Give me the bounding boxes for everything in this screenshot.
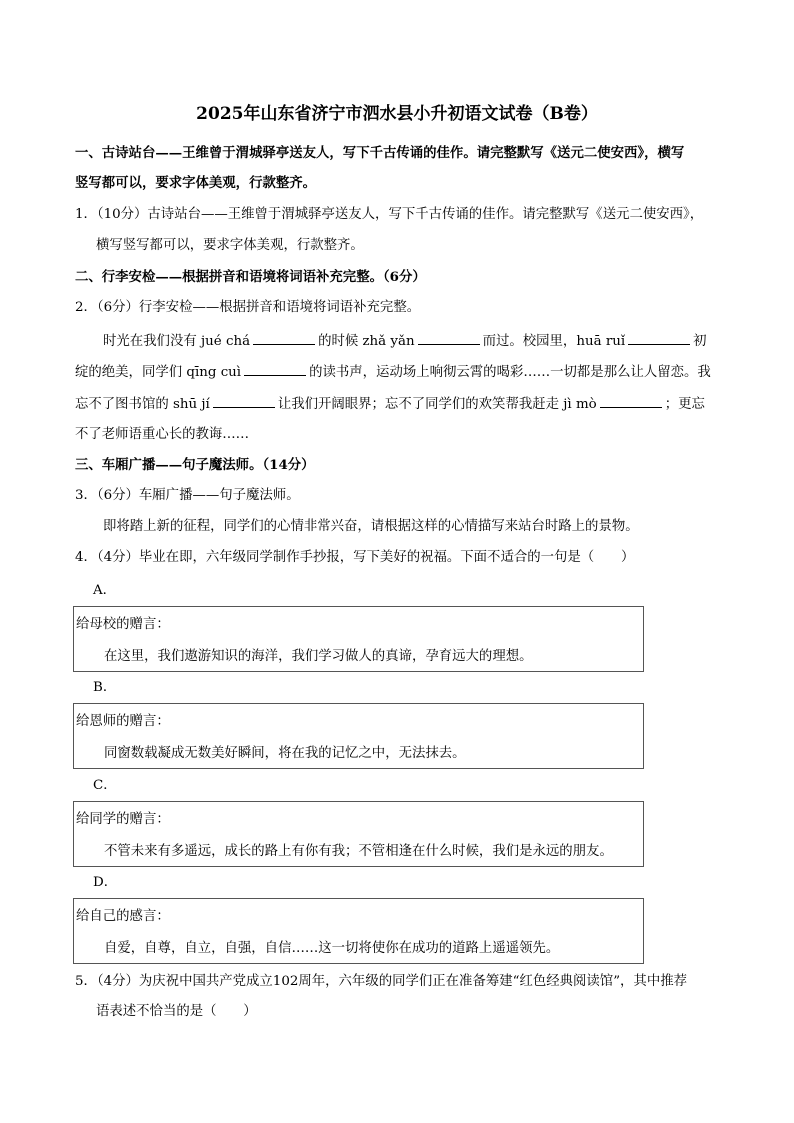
option-c-heading: 给同学的赠言： xyxy=(76,812,170,827)
option-c-text: 不管未来有多遥远，成长的路上有你有我；不管相逢在什么时候，我们是永远的朋友。 xyxy=(104,844,613,859)
option-d-box[interactable] xyxy=(73,898,644,964)
question2-para-line3 xyxy=(75,393,705,415)
q2-text: 时光在我们没有 jué chá xyxy=(103,334,251,349)
q2-text: 初 xyxy=(693,334,707,349)
option-d-text: 自爱，自尊，自立，自强，自信……这一切将使你在成功的道路上遥遥领先。 xyxy=(104,941,560,956)
section2-header: 二、行李安检——根据拼音和语境将词语补充完整。（6分） xyxy=(75,269,426,285)
q2-text: 绽的绝美，同学们 qīng cuì xyxy=(75,365,242,380)
section3-header: 三、车厢广播——句子魔法师。（14分） xyxy=(75,457,315,473)
q2-text: 而过。校园里，huā ruǐ xyxy=(482,334,626,349)
answer-blank[interactable] xyxy=(418,330,480,345)
answer-blank[interactable] xyxy=(600,393,662,408)
question2-para-line1 xyxy=(103,330,707,352)
question2-stem: 2．（6分）行李安检——根据拼音和语境将词语补充完整。 xyxy=(75,300,421,315)
question4-stem: 4．（4分）毕业在即，六年级同学制作手抄报，写下美好的祝福。下面不适合的一句是（ ） xyxy=(75,550,635,565)
option-c-box[interactable] xyxy=(73,801,644,867)
q2-text: 忘不了图书馆的 shū jí xyxy=(75,397,210,412)
question3-body: 即将踏上新的征程，同学们的心情非常兴奋，请根据这样的心情描写来站台时路上的景物。 xyxy=(103,519,639,534)
option-b-text: 同窗数载凝成无数美好瞬间，将在我的记忆之中，无法抹去。 xyxy=(104,746,466,761)
question5-line1: 5．（4分）为庆祝中国共产党成立102周年，六年级的同学们正在准备筹建“红色经典阅读馆”，其中推荐 xyxy=(75,974,687,989)
page-title: 2025年山东省济宁市泗水县小升初语文试卷（B卷） xyxy=(196,104,598,124)
answer-blank[interactable] xyxy=(244,361,306,376)
option-a-text: 在这里，我们遨游知识的海洋，我们学习做人的真谛，孕育远大的理想。 xyxy=(104,649,533,664)
option-a-heading: 给母校的赠言： xyxy=(76,617,170,632)
question3-stem: 3．（6分）车厢广播——句子魔法师。 xyxy=(75,488,300,503)
option-b-label[interactable]: B． xyxy=(93,680,117,695)
question2-para-line4: 不了老师语重心长的教诲…… xyxy=(75,427,250,442)
q2-text: 的读书声，运动场上响彻云霄的喝彩……一切都是那么让人留恋。我 xyxy=(309,365,711,380)
option-b-box[interactable] xyxy=(73,703,644,769)
option-a-box[interactable] xyxy=(73,606,644,672)
q2-text: 让我们开阔眼界；忘不了同学们的欢笑帮我赶走 jì mò xyxy=(277,397,597,412)
answer-blank[interactable] xyxy=(213,393,275,408)
question1-line2: 横写竖写都可以，要求字体美观，行款整齐。 xyxy=(96,238,364,253)
q2-text: 的时候 zhǎ yǎn xyxy=(318,334,415,349)
option-d-heading: 给自己的感言： xyxy=(76,909,170,924)
question1-line1: 1．（10分）古诗站台——王维曾于渭城驿亭送友人，写下千古传诵的佳作。请完整默写《送元二使安西》， xyxy=(75,207,704,222)
option-c-label[interactable]: C． xyxy=(93,778,117,793)
section1-header-line2: 竖写都可以，要求字体美观，行款整齐。 xyxy=(75,175,317,191)
option-a-label[interactable]: A． xyxy=(93,583,117,598)
answer-blank[interactable] xyxy=(628,330,690,345)
option-b-heading: 给恩师的赠言： xyxy=(76,714,170,729)
question5-line2: 语表述不恰当的是（ ） xyxy=(96,1004,257,1019)
q2-text: ；更忘 xyxy=(664,397,705,412)
section1-header-line1: 一、古诗站台——王维曾于渭城驿亭送友人，写下千古传诵的佳作。请完整默写《送元二使安西》，横写 xyxy=(75,145,685,161)
question2-para-line2 xyxy=(75,361,711,383)
option-d-label[interactable]: D． xyxy=(93,875,118,890)
answer-blank[interactable] xyxy=(253,330,315,345)
